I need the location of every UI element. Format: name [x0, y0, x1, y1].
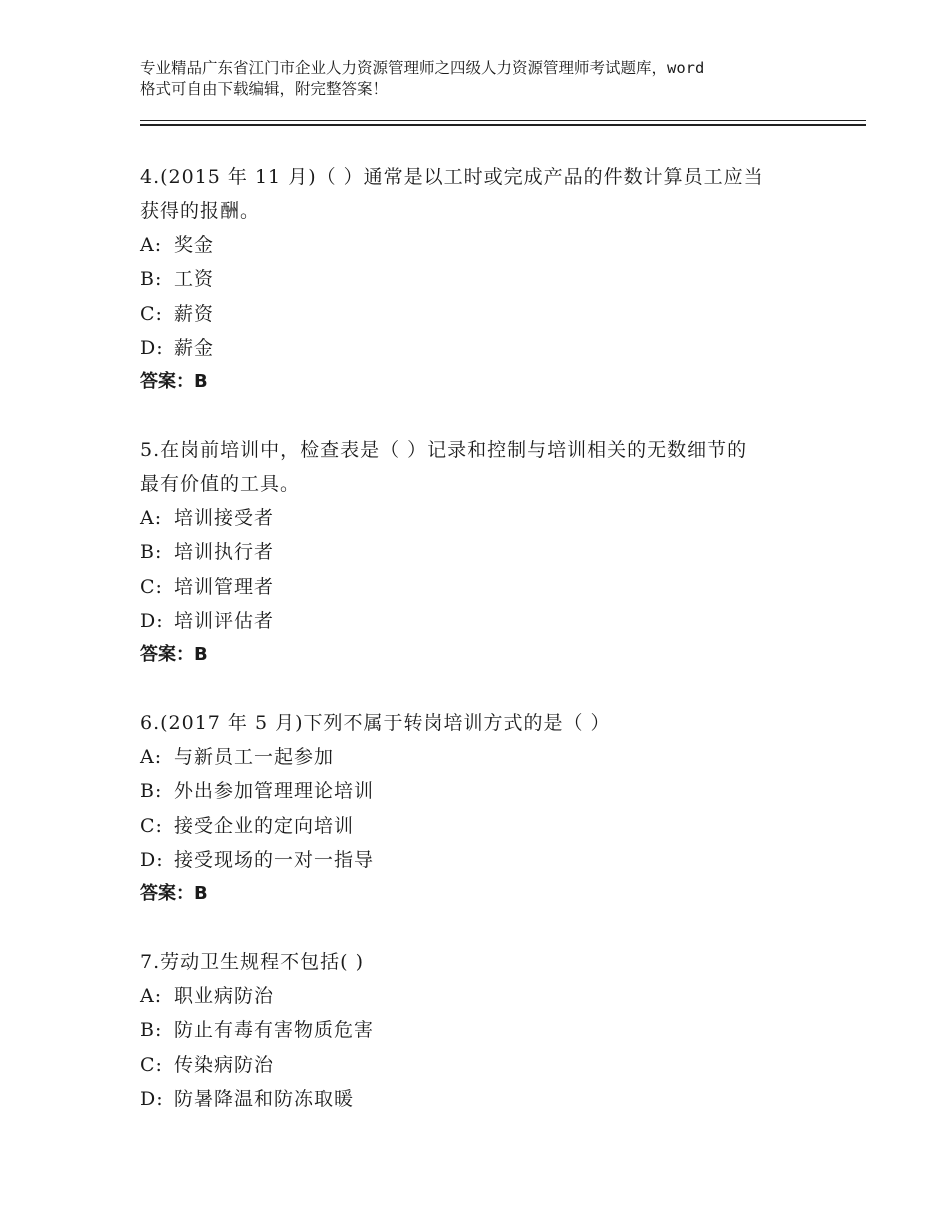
option-b [140, 774, 820, 808]
header-line: 专业精品广东省江门市企业人力资源管理师之四级人力资源管理师考试题库，word [140, 59, 705, 77]
question-item [140, 160, 820, 399]
option-text: 防暑降温和防冻取暖 [174, 1087, 355, 1110]
option-text: 传染病防治 [174, 1053, 275, 1076]
question-item [140, 433, 820, 672]
answer-line: 答案：B [140, 644, 208, 666]
option-b [140, 535, 820, 569]
option-text: 培训执行者 [174, 541, 275, 564]
option-key: D: [140, 609, 164, 632]
option-key: D: [140, 1087, 164, 1110]
option-text: 与新员工一起参加 [174, 746, 335, 768]
option-d [140, 843, 820, 877]
option-key: A: [140, 507, 163, 529]
option-key: D: [140, 848, 164, 871]
question-stem: 4.(2015 年 11 月)（ ）通常是以工时或完成产品的件数计算员工应当 [140, 166, 764, 188]
option-key: D: [140, 336, 164, 359]
header-divider [140, 124, 866, 126]
answer-line: 答案：B [140, 883, 208, 905]
option-a [140, 501, 820, 535]
document-header [140, 58, 830, 100]
option-d [140, 1082, 820, 1116]
question-stem: 最有价值的工具。 [140, 473, 301, 495]
option-text: 薪资 [174, 302, 215, 325]
option-text: 奖金 [174, 234, 215, 256]
option-key: B: [140, 268, 163, 291]
option-a [140, 740, 820, 774]
option-key: B: [140, 1019, 163, 1042]
option-a [140, 228, 820, 262]
option-c [140, 297, 820, 331]
option-a [140, 979, 820, 1013]
option-text: 薪金 [174, 336, 215, 359]
question-item [140, 706, 820, 911]
option-key: C: [140, 575, 163, 598]
option-key: C: [140, 814, 163, 837]
option-key: B: [140, 780, 163, 803]
option-text: 防止有毒有害物质危害 [174, 1019, 375, 1042]
option-key: A: [140, 746, 163, 768]
option-text: 工资 [174, 268, 215, 291]
option-text: 培训接受者 [174, 507, 275, 529]
option-key: A: [140, 234, 163, 256]
option-b [140, 1013, 820, 1047]
header-line: 格式可自由下载编辑，附完整答案！ [140, 80, 389, 98]
option-b [140, 262, 820, 296]
option-d [140, 331, 820, 365]
option-key: C: [140, 1053, 163, 1076]
option-text: 接受企业的定向培训 [174, 814, 355, 837]
option-key: A: [140, 985, 163, 1007]
question-stem: 6.(2017 年 5 月)下列不属于转岗培训方式的是（ ） [140, 712, 611, 734]
option-text: 职业病防治 [174, 985, 275, 1007]
question-stem: 5.在岗前培训中，检查表是（ ）记录和控制与培训相关的无数细节的 [140, 439, 748, 461]
option-key: C: [140, 302, 163, 325]
answer-line: 答案：B [140, 371, 208, 393]
option-d [140, 604, 820, 638]
option-c [140, 809, 820, 843]
option-key: B: [140, 541, 163, 564]
option-text: 外出参加管理理论培训 [174, 780, 375, 803]
question-stem: 7.劳动卫生规程不包括( ) [140, 951, 364, 973]
option-c [140, 570, 820, 604]
header-divider [140, 120, 866, 121]
question-item [140, 945, 820, 1116]
option-text: 接受现场的一对一指导 [174, 848, 375, 871]
option-c [140, 1048, 820, 1082]
option-text: 培训管理者 [174, 575, 275, 598]
question-stem: 获得的报酬。 [140, 200, 261, 222]
option-text: 培训评估者 [174, 609, 275, 632]
